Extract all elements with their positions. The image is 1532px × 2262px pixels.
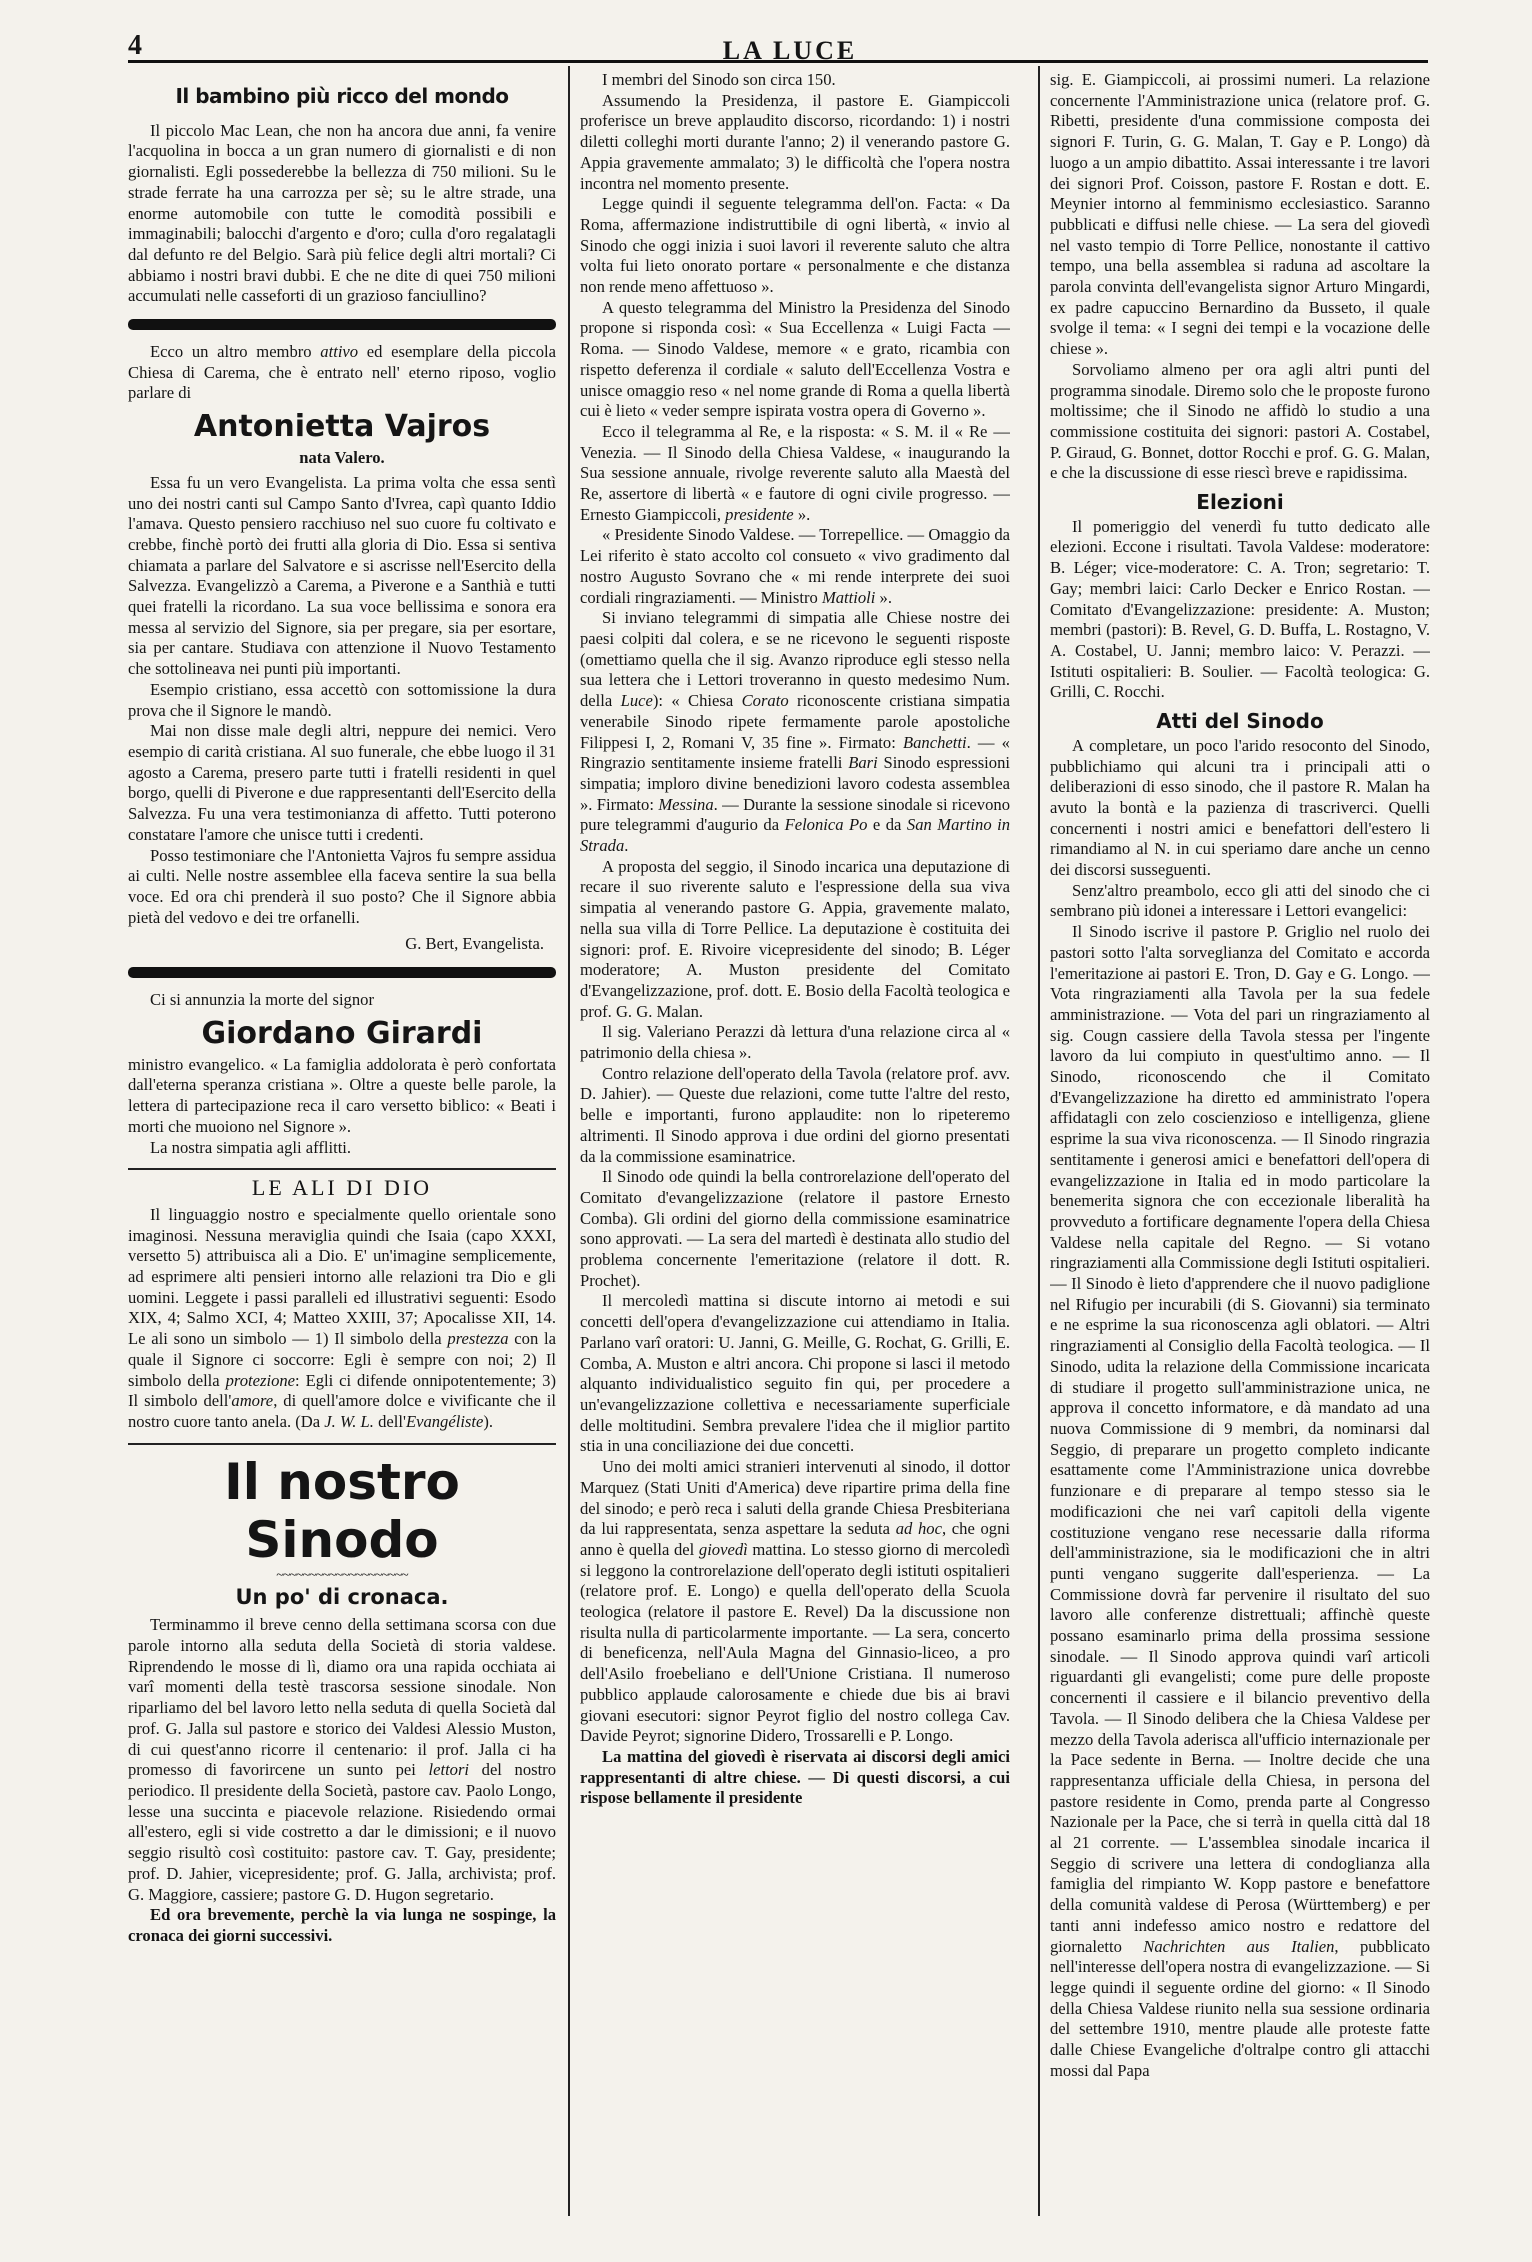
- col2-p8: A proposta del seggio, il Sinodo incarica una deputazione di recare il suo riverente saluto e l'espressione della sua viva simpatia al venerando pastore G. Appia, gravemente malato, nella sua villa di Torre Pellice. La deputazione è costituita dei signori: prof. E. Rivoire vicepresidente del sinodo; B. Léger moderatore; A. Muston presidente del Comitato d'Evangelizzazione, prof. dott. E. Bosio della Facoltà teologica e prof. G. G. Malan.: [580, 856, 1010, 1021]
- col2-p9: Il sig. Valeriano Perazzi dà lettura d'una relazione circa al « patrimonio della chiesa ».: [580, 1022, 1010, 1063]
- thick-divider: [128, 967, 556, 978]
- page-number: 4: [128, 30, 142, 61]
- column-divider: [1038, 66, 1040, 2216]
- col2-p2: Assumendo la Presidenza, il pastore E. Giampiccoli proferisce un breve applaudito discorso, ricordando: 1) i nostri diletti colleghi morti durante l'anno; 2) il venerando pastore G. Appia gravemente ammalato; 3) le difficoltà che l'opera nostra incontra nel momento presente.: [580, 90, 1010, 193]
- girardi-p2: La nostra simpatia agli afflitti.: [150, 1137, 352, 1157]
- col2-p10: Contro relazione dell'operato della Tavola (relatore prof. avv. D. Jahier). — Queste due relazioni, come tutte l'altre del resto, belle e importanti, furono applaudite: non lo ripeteremo altrimenti. Il Sinodo approva i due ordini del giorno presentati da la commissione esaminatrice.: [580, 1063, 1010, 1166]
- sinodo-p1: Terminammo il breve cenno della settimana scorsa con due parole intorno alla seduta della Società di storia valdese. Riprendendo le mosse di lì, diamo ora una rapida occhiata ai varî momenti della testè trascorsa sessione sinodale. Non riparliamo del bel lavoro letto nella seduta di quella Società dal prof. G. Jalla sul pastore e storico dei Valdesi Alessio Muston, di cui quest'anno ricorre il centenario: il prof. Jalla ci ha promesso di favorircene un sunto pei lettori del nostro periodico. Il presidente della Società, pastore cav. Paolo Longo, lesse una succinta e piacevole relazione. Risiedendo ormai all'estero, egli si vide costretto a dar le dimissioni; e il nuovo seggio risultò così costituito: pastore cav. T. Gay, presidente; prof. D. Jahier, vicepresidente; prof. G. Jalla, archivista; prof. G. Maggiore, cassiere; pastore G. D. Hugon segretario.: [128, 1615, 556, 1904]
- section-title-elezioni: Elezioni: [1196, 490, 1284, 515]
- article-title-ali: LE ALI DI DIO: [251, 1175, 433, 1201]
- col2-p1: I membri del Sinodo son circa 150.: [602, 70, 836, 89]
- obituary-name-girardi: Giordano Girardi: [201, 1015, 483, 1051]
- col2-p7: Si inviano telegrammi di simpatia alle Chiese nostre dei paesi colpiti dal colera, e se ne ricevono le seguenti risposte (omettiamo quella che il sig. Avanzo riproduce egli stesso nella sua lettera che i Lettori troveranno in questo medesimo Num. della Luce): « Chiesa Corato riconoscente cristiana simpatia venerabile Sinodo ripete fermamente parole apostoliche Filippesi I, 2, Romani V, 35 fine ». Firmato: Banchetti. — « Ringrazio sentitamente insieme fratelli Bari Sinodo espressioni simpatia; imploro divine benedizioni lavoro codesta assemblea ». Firmato: Messina. — Durante la sessione sinodale si ricevono pure telegrammi d'augurio da Felonica Po e da San Martino in Strada.: [580, 608, 1010, 856]
- column-1: [128, 70, 556, 2210]
- obituary-subname: nata Valero.: [299, 448, 385, 468]
- col2-p12: Il mercoledì mattina si discute intorno ai metodi e sui concetti dell'opera d'evangelizzazione cui attendiamo in Italia. Parlano varî oratori: U. Janni, G. Meille, G. Rochat, G. Grilli, E. Comba, A. Muston e altri ancora. Chi propone si lasci il metodo alquanto individualistico seguito fin qui, per procedere a un'evangelizzazione collettiva e necessariamente superficiale delle moltitudini. Sembra prevalere l'idea che il miglior partito stia in una conciliazione dei due concetti.: [580, 1291, 1010, 1456]
- col2-p14: La mattina del giovedì è riservata ai discorsi degli amici rappresentanti di altre chiese. — Di questi discorsi, a cui rispose bellamente il presidente: [580, 1746, 1010, 1808]
- col3-p2: Sorvoliamo almeno per ora agli altri punti del programma sinodale. Diremo solo che le proposte furono moltissime; che il Sinodo ne affidò lo studio a una commissione costituita dei signori: pastori A. Costabel, P. Giraud, G. Bonnet, dottor Rocchi e prof. G. G. Malan, e che la discussione di esse riescì breve e rapidissima.: [1050, 359, 1430, 483]
- thin-divider: [128, 1443, 556, 1445]
- col2-p11: Il Sinodo ode quindi la bella controrelazione dell'operato del Comitato d'evangelizzazione (relatore il pastore Ernesto Comba). Gli ordini del giorno della commissione esaminatrice sono approvati. — La sera del martedì è destinata allo studio del problema concernente l'emeritazione (relatore il dott. R. Prochet).: [580, 1167, 1010, 1290]
- elezioni-text: Il pomeriggio del venerdì fu tutto dedicato alle elezioni. Eccone i risultati. Tavola Valdese: moderatore: B. Léger; vice-moderatore: C. A. Tron; segretario: T. Gay; membri laici: Carlo Decker e Enrico Rostan. — Comitato d'Evangelizzazione: presidente: A. Muston; membri (pastori): B. Revel, G. D. Buffa, L. Rostagno, V. A. Costabel, U. Janni; membro laico: V. Perazzi. — Istituti ospitalieri: B. Soulier. — Facoltà teologica: G. Grilli, C. Rocchi.: [1050, 516, 1430, 702]
- thick-divider: [128, 319, 556, 330]
- bambino-text: Il piccolo Mac Lean, che non ha ancora due anni, fa venire l'acquolina in bocca a un gran numero di giornalisti e di non giornalisti. Egli possederebbe la bellezza di 750 milioni. Su le strade ferrate ha una carrozza per sè; su le altre strade, una enorme automobile con tutte le comodità possibili e immaginabili; balocchi d'argento e d'oro; culla d'oro regalatagli dal defunto re del Belgio. Sarà più felice degli altri mortali? Ci abbiamo i nostri bravi dubbi. E che ne dite di quei 750 milioni accumulati nelle casseforti di un grazioso fanciullino?: [128, 120, 556, 306]
- col2-p5: Ecco il telegramma al Re, e la risposta: « S. M. il « Re — Venezia. — Il Sinodo della Chiesa Valdese, « inaugurando la Sua sessione annuale, rivolge reverente saluto alla Maestà del Re, assertore di libertà « e fautore di ogni civile progresso. — Ernesto Giampiccoli, presidente ».: [580, 421, 1010, 524]
- article-subtitle-cronaca: Un po' di cronaca.: [235, 1584, 449, 1609]
- masthead: LA LUCE: [722, 36, 858, 65]
- thin-divider: [128, 1168, 556, 1170]
- col2-p4: A questo telegramma del Ministro la Presidenza del Sinodo propone si risponda così: « Sua Eccellenza « Luigi Facta — Roma. — Sinodo Valdese, memore « e grato, ricambia con rispetto deferenza il cordiale « saluto dell'Eccellenza Vostra e unisce omaggio reso « nel nome grande di Roma a quella libertà cui è lieto « veder sempre ispirata vostra opera di Governo ».: [580, 297, 1010, 421]
- obituary-name-vajros: Antonietta Vajros: [193, 409, 491, 445]
- vajros-p1: Essa fu un vero Evangelista. La prima volta che essa sentì uno dei nostri canti sul Campo Santo d'Ivrea, capì quanto Iddio l'amava. Questo pensiero racchiuso nel suo cuore fu coltivato e crebbe, finchè portò dei frutti alla gloria di Dio. Essa si sentiva chiamata a parlare del Salvatore e si ascrisse nell'Esercito della Salvezza. Evangelizzò a Carema, a Piverone e a Santhià e tutti quei fratelli la ricordano. La sua voce bellissima e sonora era messa al servizio del Signore, sia per pregare, sia per esortare, sia per cantare. Studiava con attenzione il Nuovo Testamento che sottolineava nei punti più importanti.: [128, 472, 556, 679]
- col3-p1: sig. E. Giampiccoli, ai prossimi numeri. La relazione concernente l'Amministrazione unica (relatore prof. G. Ribetti, presidente d'una commissione composta dei signori F. Turin, G. G. Malan, T. Gay e P. Longo) dà luogo a un ampio dibattito. Assai interessante i tre lavori dei signori Prof. Coisson, pastore F. Rostan e dott. E. Meynier intorno al femminismo ecclesiastico. Saranno pubblicati e diffusi nelle chiese. — La sera del giovedì nel vasto tempio di Torre Pellice, nonostante il cattivo tempo, una bella assemblea si raduna ad ascoltare la parola convinta dell'evangelista signor Arturo Mingardi, ex padre capuccino Bernardino da Busseto, il quale svolge il tema: « I segni dei tempi e la vocazione delle chiese ».: [1050, 70, 1430, 359]
- vajros-intro: Ecco un altro membro attivo ed esemplare della piccola Chiesa di Carema, che è entrato nell' eterno riposo, voglio parlare di: [128, 342, 556, 403]
- article-title-bambino: Il bambino più ricco del mondo: [175, 84, 509, 108]
- vajros-p4: Posso testimoniare che l'Antonietta Vajros fu sempre assidua ai culti. Nelle nostre assemblee ella faceva sentire la sua bella voce. Ed ora chi prenderà il suo posto? Che il Signore abbia pietà del vedovo e dei tre orfanelli.: [128, 845, 556, 927]
- section-title-atti: Atti del Sinodo: [1156, 709, 1324, 734]
- girardi-p1: ministro evangelico. « La famiglia addolorata è però confortata dall'eterna speranza cristiana ». Oltre a queste belle parole, la lettera di partecipazione reca il caro versetto biblico: « Beati i morti che muoiono nel Signore ».: [128, 1054, 556, 1136]
- vajros-p3: Mai non disse male degli altri, neppure dei nemici. Vero esempio di carità cristiana. Al suo funerale, che ebbe luogo il 31 agosto a Carema, presero parte tutti i fratelli residenti in quel borgo, quelli di Piverone e due rappresentanti dell'Esercito della Salvezza. Fu una vera testimonianza di affetto. Tutti poterono constatare l'amore che unisce tutti i credenti.: [128, 721, 556, 844]
- vajros-p2: Esempio cristiano, essa accettò con sottomissione la dura prova che il Signore le mandò.: [128, 679, 556, 720]
- col2-p6: « Presidente Sinodo Valdese. — Torrepellice. — Omaggio da Lei riferito è stato accolto col consueto « vivo gradimento dal nostro Augusto Sovrano che « mi rende interprete dei suoi cordiali ringraziamenti. — Ministro Mattioli ».: [580, 525, 1010, 607]
- column-divider: [568, 66, 570, 2216]
- article-title-sinodo: Il nostro Sinodo: [224, 1452, 460, 1569]
- col3-p3: A completare, un poco l'arido resoconto del Sinodo, pubblichiamo qui alcuni tra i principali atti o deliberazioni di esso sinodo, che il pastore R. Malan ha avuto la bontà e la pazienza di trascriverci. Quelli concernenti i nostri amici e benefattori dell'estero li rimandiamo al N. in cui speriamo dare anche un cenno dei discorsi susseguenti.: [1050, 735, 1430, 880]
- col3-p4: Senz'altro preambolo, ecco gli atti del sinodo che ci sembrano più idonei a interessare i Lettori evangelici:: [1050, 880, 1430, 921]
- col2-p13: Uno dei molti amici stranieri intervenuti al sinodo, il dottor Marquez (Stati Uniti d'America) deve ripartire prima della fine del sinodo; e però reca i saluti della grande Chiesa Presbiteriana da lui rappresentata, senza aspettare la seduta ad hoc, che ogni anno è quella del giovedì mattina. Lo stesso giorno di mercoledì si leggono la controrelazione dell'operato degli istituti ospitalieri (relatore prof. E. Longo) e quella dell'operato della Scuola teologica (relatore il pastore E. Revel) Da la discussione non risulta nulla di particolarmente importante. — La sera, concerto di beneficenza, nell'Aula Magna del Ginnasio-liceo, a pro dell'Asilo froebeliano e dell'Unione Cristiana. Il numeroso pubblico applaude calorosamente e chiede due bis ai bravi giovani esecutori: signor Peyrot figlio del nostro collega Cav. Davide Peyrot; signorine Didero, Trossarelli e P. Longo.: [580, 1457, 1010, 1746]
- col2-p3: Legge quindi il seguente telegramma dell'on. Facta: « Da Roma, affermazione indistruttibile di ogni libertà, « invio al Sinodo che oggi inizia i suoi lavori il reverente saluto che altra volta fui lieto onorato portare « personalmente e che distanza non rende meno affettuoso ».: [580, 194, 1010, 297]
- header-rule: [128, 60, 1428, 63]
- ali-text: Il linguaggio nostro e specialmente quello orientale sono imaginosi. Nessuna meraviglia quindi che Isaia (capo XXXI, versetto 5) attribuisca ali a Dio. E' un'imagine semplicemente, ad esprimere alti pensieri intorno alle relazioni tra Dio e gli uomini. Leggete i passi paralleli ed illustrativi seguenti: Esodo XIX, 4; Salmo XCI, 4; Matteo XXIII, 37; Apocalisse XII, 14. Le ali sono un simbolo — 1) Il simbolo della prestezza con la quale il Signore ci soccorre: Egli è sempre con noi; 2) Il simbolo della protezione: Egli ci difende onnipotentemente; 3) Il simbolo dell'amore, di quell'amore dolce e vivificante che il nostro cuore tanto anela. (Da J. W. L. dell'Evangéliste).: [128, 1204, 556, 1431]
- girardi-intro: Ci si annunzia la morte del signor: [150, 990, 374, 1010]
- col3-p5: Il Sinodo iscrive il pastore P. Griglio nel ruolo dei pastori sotto l'alta sorveglianza del Comitato e accorda l'emeritazione ai pastori E. Tron, D. Gay e G. Longo. — Vota ringraziamenti alla Tavola per la sua fedele amministrazione. — Vota del pari un ringraziamento al sig. Cougn cassiere della Tavola stessa per l'ingente lavoro da lui compiuto in quest'ultimo anno. — Il Sinodo, riconoscendo che il Comitato d'Evangelizzazione ha diretto ed amministrato l'opera affidatagli con zelo coscienzioso e intelligenza, gliene esprime la sua viva riconoscenza. — Il Sinodo ringrazia sentitamente i generosi amici e benefattori dell'opera di evangelizzazione in Italia ed in modo particolare la benemerita signora che con eccezionale liberalità ha provveduto a fortificare degnamente l'opera della Chiesa Valdese nella capitale del Regno. — Si votano ringraziamenti alla Commissione degli Istituti ospitalieri. — Il Sinodo è lieto d'apprendere che il nuovo padiglione nel Rifugio per incurabili (di S. Giovanni) sia terminato e ne esprime la sua riconoscenza agli oblatori. — Altri ringraziamenti al Consiglio della Facoltà teologica. — Il Sinodo, udita la relazione della Commissione incaricata di studiare il progetto sull'amministrazione unica, ne approva il concetto informatore, e dà mandato ad una nuova Commissione di 9 membri, da nominarsi dal Seggio, di preparare un progetto completo indicante esattamente come l'Amministrazione unica dovrebbe funzionare e di preparare al tempo stesso sia le modificazioni che nei varî capitoli della vigente costituzione vengano rese necessarie dalla riforma dell'amministrazione, sia le modificazioni che in altri punti vengano suggerite dall'esperienza. — La Commissione dovrà far pervenire il risultato del suo lavoro alle conferenze distrettuali; affinchè queste possano esaminarlo prima della prossima sessione sinodale. — Il Sinodo approva quindi varî articoli riguardanti gli evangelisti; come pure delle proposte concernenti il cassiere e il bilancio preventivo della Tavola. — Il Sinodo delibera che la Chiesa Valdese per mezzo della Tavola aderisca all'ufficio internazionale per la Pace sedente in Berna. — Inoltre decide che una rappresentanza ufficiale della Chiesa, in persona del pastore residente in Como, prenda parte al Congresso Nazionale per la Pace, che si terrà in quella città dal 18 al 21 corrente. — L'assemblea sinodale incarica il Seggio di scrivere una lettera di condoglianza alla famiglia del rimpianto W. Kopp pastore e benefattore della comunità valdese di Perosa (Württemberg) e per tanti anni indefesso amico nostro e redattore del giornaletto Nachrichten aus Italien, pubblicato nell'interesse dell'opera nostra di evangelizzazione. — Si legge quindi il seguente ordine del giorno: « Il Sinodo della Chiesa Valdese riunito nella sua sessione ordinaria del settembre 1910, mentre plaude alle proteste fatte dalle Chiese Evangeliche d'oltralpe contro gli attacchi mossi dal Papa: [1050, 922, 1430, 2080]
- sinodo-p2: Ed ora brevemente, perchè la via lunga ne sospinge, la cronaca dei giorni successivi.: [128, 1905, 556, 1945]
- column-2: [580, 70, 1010, 2210]
- column-3: [1050, 70, 1430, 2210]
- title-ornament: ~~~~~~~~~~~~~~~~~~~~: [276, 1567, 408, 1583]
- signature: G. Bert, Evangelista.: [405, 934, 544, 954]
